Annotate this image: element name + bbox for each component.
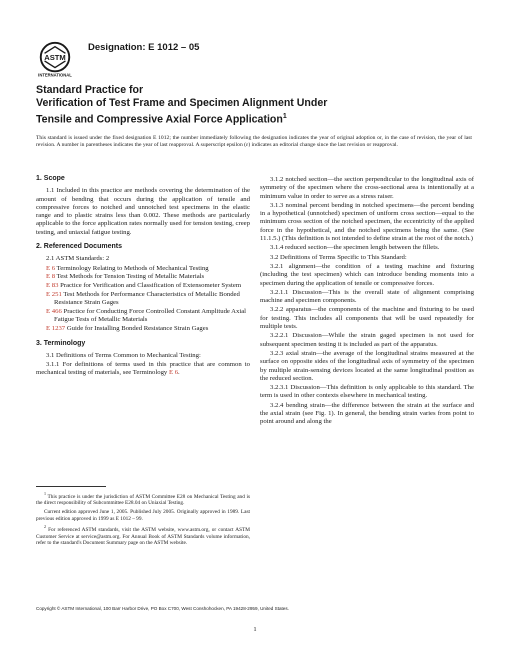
paragraph-3-2-4: 3.2.4 bending strain—the difference between the strain at the surface and the axial strain (see Fig. 1). In general, the bending strain varies from point to point around and along the: [260, 401, 474, 426]
footnotes: [36, 486, 250, 549]
reference-item: [46, 273, 250, 281]
paragraph-3-2-2-1: 3.2.2.1 Discussion—While the strain gaged specimen is not used for subsequent specimen testing it is included as part of the apparatus.: [260, 332, 474, 348]
title-footnote-mark: 1: [282, 113, 287, 120]
footnote-2-mark: 2: [44, 524, 46, 530]
reference-title: Test Methods for Performance Characteristics of Metallic Bonded Resistance Strain Gages: [54, 291, 240, 307]
title-block: [36, 84, 476, 127]
issue-note: This standard is issued under the fixed designation E 1012; the number immediately following the designation indicates the year of original adoption or, in the case of revision, the year of last revision. A number in parentheses indicates the year of last reapproval. A superscript epsilon (ε) indicates an editorial change since the last revision or reapproval.: [36, 135, 472, 148]
page-number: 1: [253, 626, 257, 633]
right-column: [260, 176, 474, 428]
reference-title: Practice for Conducting Force Controlled Constant Amplitude Axial Fatigue Tests of Metallic Materials: [54, 308, 247, 324]
reference-link[interactable]: E 251: [46, 291, 62, 299]
logo-subtext: INTERNATIONAL: [38, 72, 72, 78]
footnote-divider: [36, 486, 106, 487]
title-kind: Standard Practice for: [36, 84, 144, 96]
reference-title: Test Methods for Tension Testing of Metallic Materials: [55, 273, 205, 281]
paragraph-2-1: 2.1 ASTM Standards: 2: [46, 255, 110, 263]
paragraph-3-1-4: 3.1.4 reduced section—the specimen length between the fillets.: [270, 244, 440, 252]
reference-item: [46, 291, 250, 308]
reference-item: [46, 265, 250, 273]
paragraph-3-2-2: 3.2.2 apparatus—the components of the machine and fixturing to be used for testing. This includes all components that will be used repeatedly for multiple tests.: [260, 306, 474, 331]
paragraph-3-2-1: 3.2.1 alignment—the condition of a testing machine and fixturing (including the test specimen) which can introduce bending moments into a specimen during the application of tensile or compressive forces.: [260, 262, 474, 287]
reference-title: Practice for Verification and Classification of Extensometer System: [58, 282, 242, 290]
paragraph-1-1: 1.1 Included in this practice are methods covering the determination of the amount of bending that occurs during the application of tensile and compressive forces to notched and unnotched test specimens in the elastic range and to plastic strains less than 0.002. These methods are particularly applicable to the force application rates normally used for tension testing, creep testing, and uniaxial fatigue testing.: [36, 187, 250, 236]
paragraph-3-1-1-end: .: [178, 369, 180, 377]
reference-link[interactable]: E 8: [46, 273, 56, 281]
reference-item: [46, 325, 250, 333]
terminology-link[interactable]: E 6: [168, 369, 179, 377]
paragraph-3-2: 3.2 Definitions of Terms Specific to This Standard:: [270, 253, 407, 261]
section-1-heading: 1. Scope: [36, 175, 65, 182]
section-2-heading: 2. Referenced Documents: [36, 243, 122, 251]
reference-item: [46, 282, 250, 290]
designation: Designation: E 1012 – 05: [88, 42, 200, 53]
reference-link[interactable]: E 466: [46, 308, 62, 316]
paragraph-3-2-3-1: 3.2.3.1 Discussion—This definition is only applicable to this standard. The term is used in other contexts elsewhere in mechanical testing.: [260, 384, 474, 400]
reference-link[interactable]: E 6: [46, 264, 56, 272]
paragraph-3-1-1-text: 3.1.1 For definitions of terms used in this practice that are common to mechanical testing of materials, see Terminology: [36, 361, 250, 377]
astm-logo-icon: [36, 40, 74, 78]
paragraph-3-1-2: 3.1.2 notched section—the section perpendicular to the longitudinal axis of symmetry of the specimen where the cross-sectional area is intentionally at a minimum value in order to serve as a stress raiser.: [260, 176, 474, 200]
title-line-1: Verification of Test Frame and Specimen Alignment Under: [36, 97, 328, 109]
reference-title: Guide for Installing Bonded Resistance Strain Gages: [65, 325, 209, 333]
title-line-2: [36, 110, 476, 127]
paragraph-3-2-3: 3.2.3 axial strain—the average of the longitudinal strains measured at the surface on opposite sides of the longitudinal axis of symmetry of the specimen by multiple strain-sensing devices located at the same longitudinal position as the reduced section.: [260, 349, 474, 382]
footnote-2: [36, 524, 250, 547]
paragraph-3-1: 3.1 Definitions of Terms Common to Mechanical Testing:: [46, 351, 201, 359]
paragraph-3-1-3: 3.1.3 nominal percent bending in notched specimens—the percent bending in a hypothetical (unnotched) specimen of uniform cross section—equal to the minimum cross section of the notched specimen, the eccentricity of the applied force in the hypothetical, and the notched specimens being the same. (See 11.1.5.) (This definition is not intended to define strain at the root of the notch.): [260, 201, 474, 243]
paragraph-3-1-1: [36, 361, 250, 378]
title-line-2-text: Tensile and Compressive Axial Force Application: [36, 113, 283, 126]
reference-list: [46, 265, 250, 334]
section-3-heading: 3. Terminology: [36, 339, 86, 347]
footnote-1-text: This practice is under the jurisdiction of ASTM Committee E28 on Mechanical Testing and is the direct responsibility of Subcommittee E28.04 on Uniaxial Testing.: [36, 493, 251, 507]
footnote-1-continued: Current edition approved June 1, 2005. Published July 2005. Originally approved in 1989. Last previous edition approved in 1999 as E 1012 – 99.: [36, 508, 250, 522]
logo-text: ASTM: [44, 52, 66, 62]
reference-title: Terminology Relating to Methods of Mechanical Testing: [55, 264, 209, 272]
reference-link[interactable]: E 83: [46, 282, 59, 290]
footnote-2-text: For referenced ASTM standards, visit the ASTM website, www.astm.org, or contact ASTM Customer Service at service@astm.org. For Annual Book of ASTM Standards volume information, refer to the standard's Document Summary page on the ASTM website.: [36, 526, 251, 547]
reference-link[interactable]: E 1237: [46, 325, 66, 333]
copyright: Copyright © ASTM International, 100 Barr Harbor Drive, PO Box C700, West Conshohocken, PA 19428-2959, United States.: [36, 606, 289, 611]
left-column: [36, 175, 250, 379]
paragraph-3-2-1-1: 3.2.1.1 Discussion—This is the overall state of alignment comprising machine and specimen components.: [260, 288, 474, 305]
footnote-1-mark: 1: [44, 491, 46, 496]
footnote-1: [36, 491, 250, 507]
reference-item: [46, 308, 250, 325]
